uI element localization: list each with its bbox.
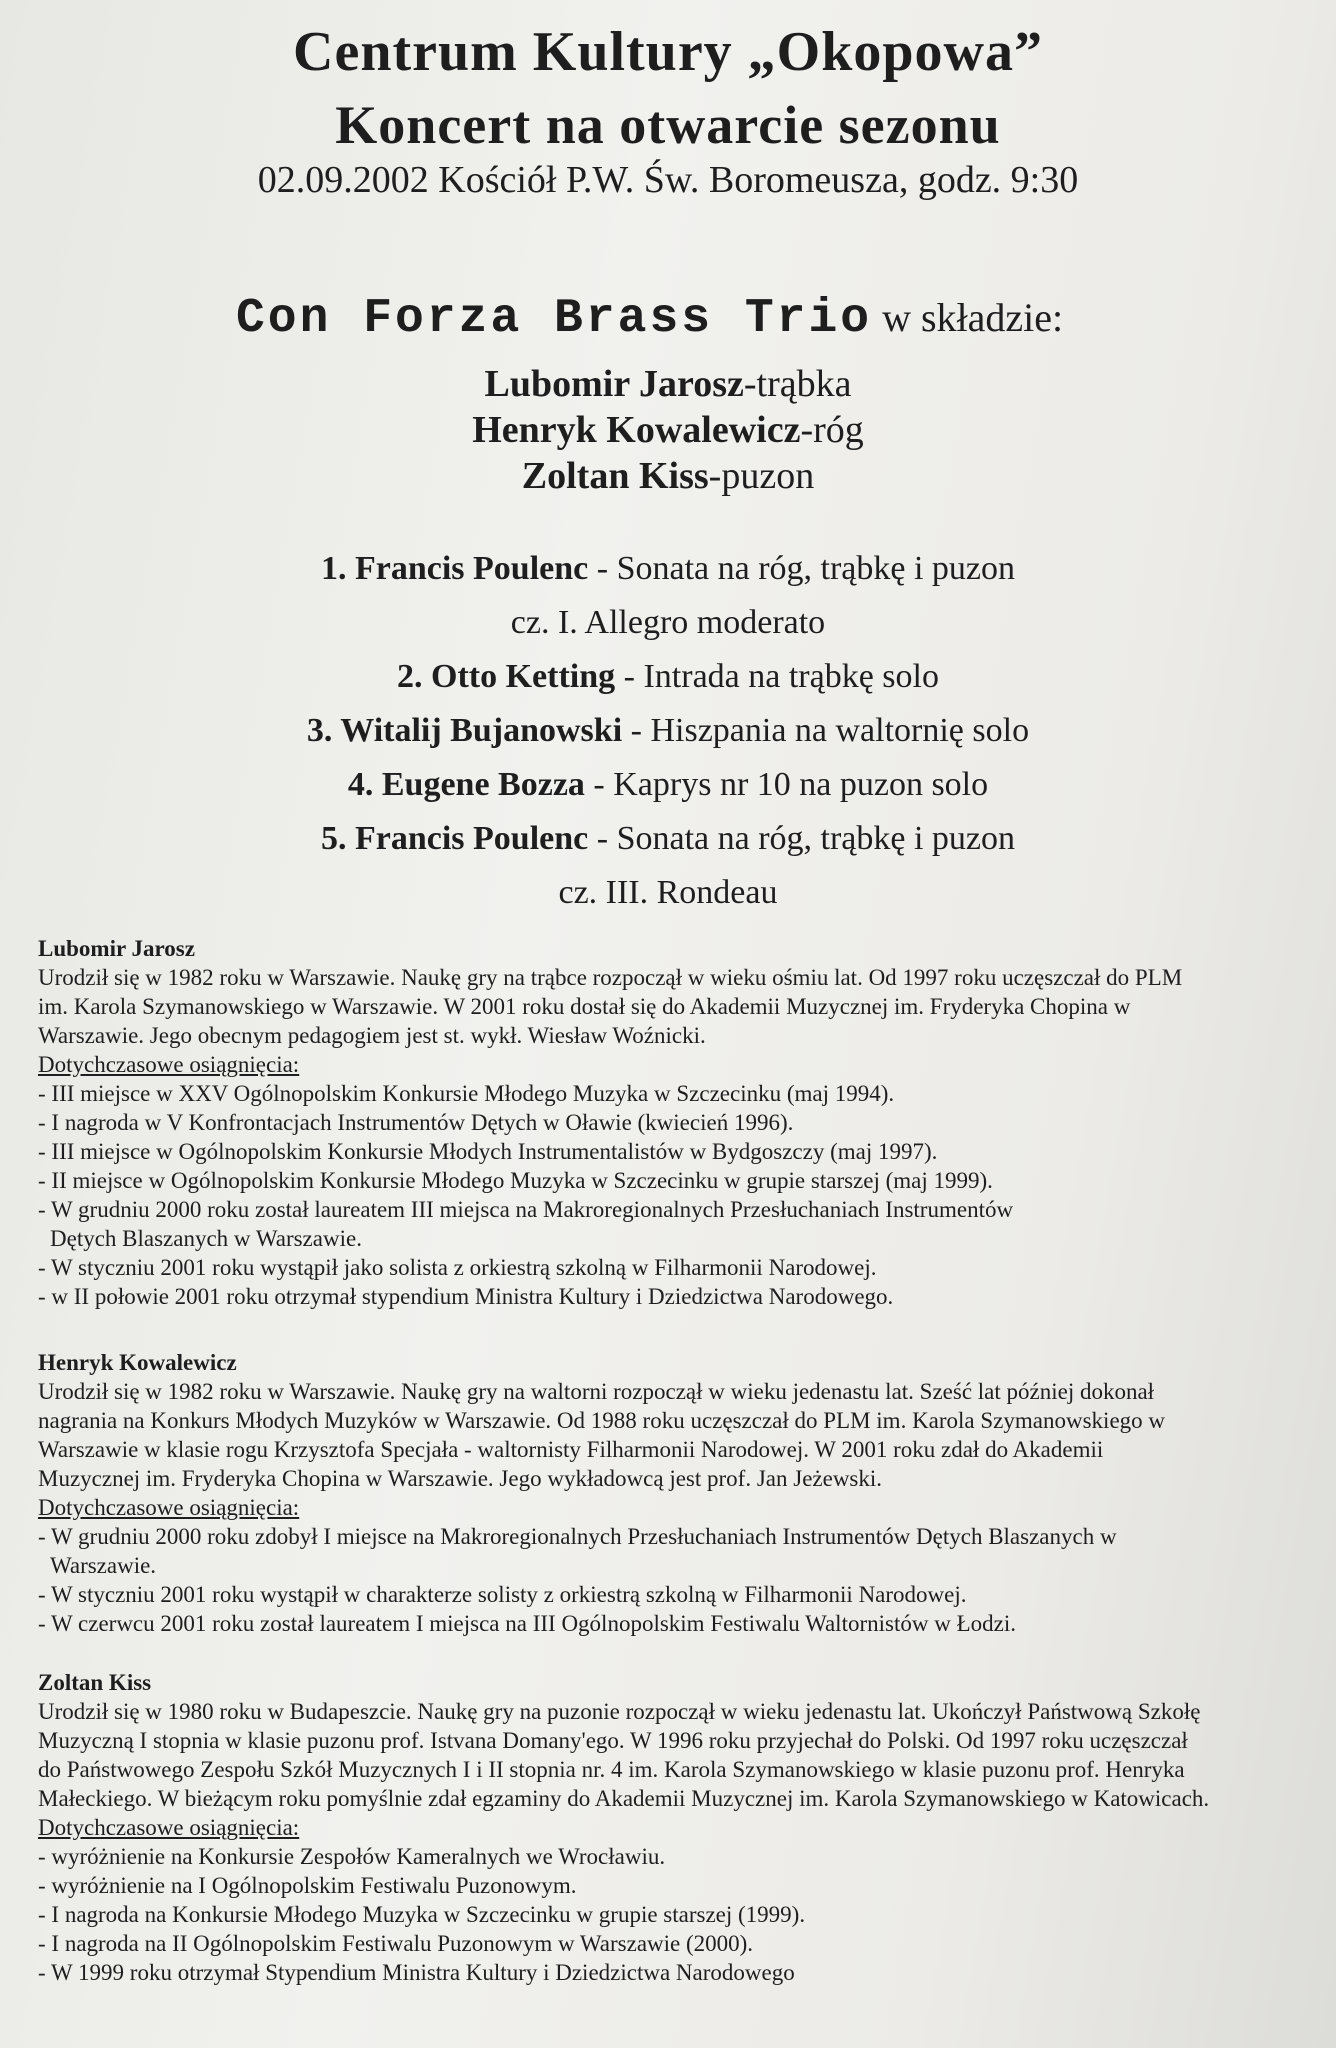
- program-item: [0, 874, 1336, 912]
- program-composer: 5. Francis Poulenc: [320, 820, 589, 857]
- bio-henryk-kowalewicz: [38, 1348, 1308, 1638]
- achievement-item: Warszawie.: [50, 1553, 157, 1578]
- bio-text-line: im. Karola Szymanowskiego w Warszawie. W 2001 roku dostał się do Akademii Muzycznej im. Fryderyka Chopina w: [38, 994, 1131, 1019]
- bio-lubomir-jarosz: [38, 934, 1308, 1311]
- program-work: - Hiszpania na waltornię solo: [622, 712, 1030, 749]
- bio-text-line: Muzyczną I stopnia w klasie puzonu prof. Istvana Domany'ego. W 1996 roku przyjechał do Polski. Od 1997 roku uczęszczał: [38, 1728, 1188, 1753]
- member-name: Zoltan Kiss: [521, 455, 709, 497]
- achievements-label: Dotychczasowe osiągnięcia:: [38, 1052, 300, 1077]
- program-work: cz. III. Rondeau: [558, 874, 778, 911]
- member-role: -trąbka: [743, 363, 852, 405]
- ensemble-suffix: w składzie:: [872, 295, 1064, 340]
- achievement-item: Dętych Blaszanych w Warszawie.: [50, 1226, 362, 1251]
- member-line: [0, 362, 1336, 406]
- achievement-item: - W 1999 roku otrzymał Stypendium Ministra Kultury i Dziedzictwa Narodowego: [38, 1960, 795, 1985]
- achievement-item: - W styczniu 2001 roku wystąpił w charakterze solisty z orkiestrą szkolną w Filharmonii Narodowej.: [38, 1582, 967, 1607]
- bio-text-line: Warszawie w klasie rogu Krzysztofa Specjała - waltornisty Filharmonii Narodowej. W 2001 roku zdał do Akademii: [38, 1437, 1104, 1462]
- program-item: [0, 712, 1336, 750]
- achievement-item: - III miejsce w XXV Ogólnopolskim Konkursie Młodego Muzyka w Szczecinku (maj 1994).: [38, 1081, 895, 1106]
- achievement-item: - W grudniu 2000 roku zdobył I miejsce na Makroregionalnych Przesłuchaniach Instrumentów Dętych Blaszanych w: [38, 1524, 1117, 1549]
- achievement-item: - III miejsce w Ogólnopolskim Konkursie Młodych Instrumentalistów w Bydgoszczy (maj 1997).: [38, 1139, 938, 1164]
- program-composer: 1. Francis Poulenc: [320, 550, 589, 587]
- member-line: [0, 454, 1336, 498]
- bio-text-line: Muzycznej im. Fryderyka Chopina w Warszawie. Jego wykładowcą jest prof. Jan Jeżewski.: [38, 1466, 883, 1491]
- bio-text-line: Warszawie. Jego obecnym pedagogiem jest st. wykł. Wiesław Woźnicki.: [38, 1023, 706, 1048]
- bio-name: Henryk Kowalewicz: [38, 1350, 237, 1375]
- member-line: [0, 408, 1336, 452]
- bio-text-line: do Państwowego Zespołu Szkół Muzycznych I i II stopnia nr. 4 im. Karola Szymanowskiego w klasie puzonu prof. Henryka: [38, 1757, 1185, 1782]
- program-item: [0, 820, 1336, 858]
- bio-name: Lubomir Jarosz: [38, 936, 195, 961]
- bio-text-line: Małeckiego. W bieżącym roku pomyślnie zdał egzaminy do Akademii Muzycznej im. Karola Szymanowskiego w Katowicach.: [38, 1786, 1210, 1811]
- bio-text-line: nagrania na Konkurs Młodych Muzyków w Warszawie. Od 1988 roku uczęszczał do PLM im. Karola Szymanowskiego w: [38, 1408, 1166, 1433]
- member-role: -róg: [800, 409, 864, 451]
- achievement-item: - w II połowie 2001 roku otrzymał stypendium Ministra Kultury i Dziedzictwa Narodowego.: [38, 1284, 894, 1309]
- achievement-item: - II miejsce w Ogólnopolskim Konkursie Młodego Muzyka w Szczecinku w grupie starszej (maj 1999).: [38, 1168, 993, 1193]
- program-item: [0, 766, 1336, 804]
- program-composer: 4. Eugene Bozza: [347, 766, 585, 803]
- ensemble-heading: [236, 292, 1063, 346]
- program-work: cz. I. Allegro moderato: [510, 604, 826, 641]
- achievement-item: - wyróżnienie na Konkursie Zespołów Kameralnych we Wrocławiu.: [38, 1844, 666, 1869]
- achievement-item: - W grudniu 2000 roku został laureatem III miejsca na Makroregionalnych Przesłuchaniach Instrumentów: [38, 1197, 1014, 1222]
- bio-text-line: Urodził się w 1980 roku w Budapeszcie. Naukę gry na puzonie rozpoczął w wieku jedenastu lat. Ukończył Państwową Szkołę: [38, 1699, 1201, 1724]
- program-item: [0, 604, 1336, 642]
- program-item: [0, 658, 1336, 696]
- program-work: - Sonata na róg, trąbkę i puzon: [588, 550, 1016, 587]
- member-role: -puzon: [708, 455, 815, 497]
- program-work: - Kaprys nr 10 na puzon solo: [584, 766, 989, 803]
- venue-title: Centrum Kultury „Okopowa”: [293, 21, 1043, 83]
- achievement-item: - I nagroda na Konkursie Młodego Muzyka w Szczecinku w grupie starszej (1999).: [38, 1902, 806, 1927]
- date-place-line: 02.09.2002 Kościół P.W. Św. Boromeusza, godz. 9:30: [257, 159, 1079, 201]
- member-name: Lubomir Jarosz: [484, 363, 744, 405]
- bio-text-line: Urodził się w 1982 roku w Warszawie. Naukę gry na waltorni rozpoczął w wieku jedenastu lat. Sześć lat później dokonał: [38, 1379, 1155, 1404]
- program-composer: 3. Witalij Bujanowski: [306, 712, 623, 749]
- member-name: Henryk Kowalewicz: [472, 409, 801, 451]
- bio-name: Zoltan Kiss: [38, 1670, 152, 1695]
- achievement-item: - I nagroda na II Ogólnopolskim Festiwalu Puzonowym w Warszawie (2000).: [38, 1931, 754, 1956]
- bio-zoltan-kiss: [38, 1668, 1308, 1987]
- bio-text-line: Urodził się w 1982 roku w Warszawie. Naukę gry na trąbce rozpoczął w wieku ośmiu lat. Od 1997 roku uczęszczał do PLM: [38, 965, 1183, 990]
- concert-title: Koncert na otwarcie sezonu: [335, 95, 1001, 155]
- achievement-item: - W czerwcu 2001 roku został laureatem I miejsca na III Ogólnopolskim Festiwalu Waltornistów w Łodzi.: [38, 1611, 1016, 1636]
- achievement-item: - wyróżnienie na I Ogólnopolskim Festiwalu Puzonowym.: [38, 1873, 577, 1898]
- achievement-item: - W styczniu 2001 roku wystąpił jako solista z orkiestrą szkolną w Filharmonii Narodowej.: [38, 1255, 877, 1280]
- program-work: - Intrada na trąbkę solo: [615, 658, 939, 695]
- program-composer: 2. Otto Ketting: [397, 658, 616, 695]
- ensemble-name: Con Forza Brass Trio: [236, 292, 873, 346]
- program-work: - Sonata na róg, trąbkę i puzon: [588, 820, 1016, 857]
- achievements-label: Dotychczasowe osiągnięcia:: [38, 1815, 300, 1840]
- achievement-item: - I nagroda w V Konfrontacjach Instrumentów Dętych w Oławie (kwiecień 1996).: [38, 1110, 794, 1135]
- program-item: [0, 550, 1336, 588]
- achievements-label: Dotychczasowe osiągnięcia:: [38, 1495, 300, 1520]
